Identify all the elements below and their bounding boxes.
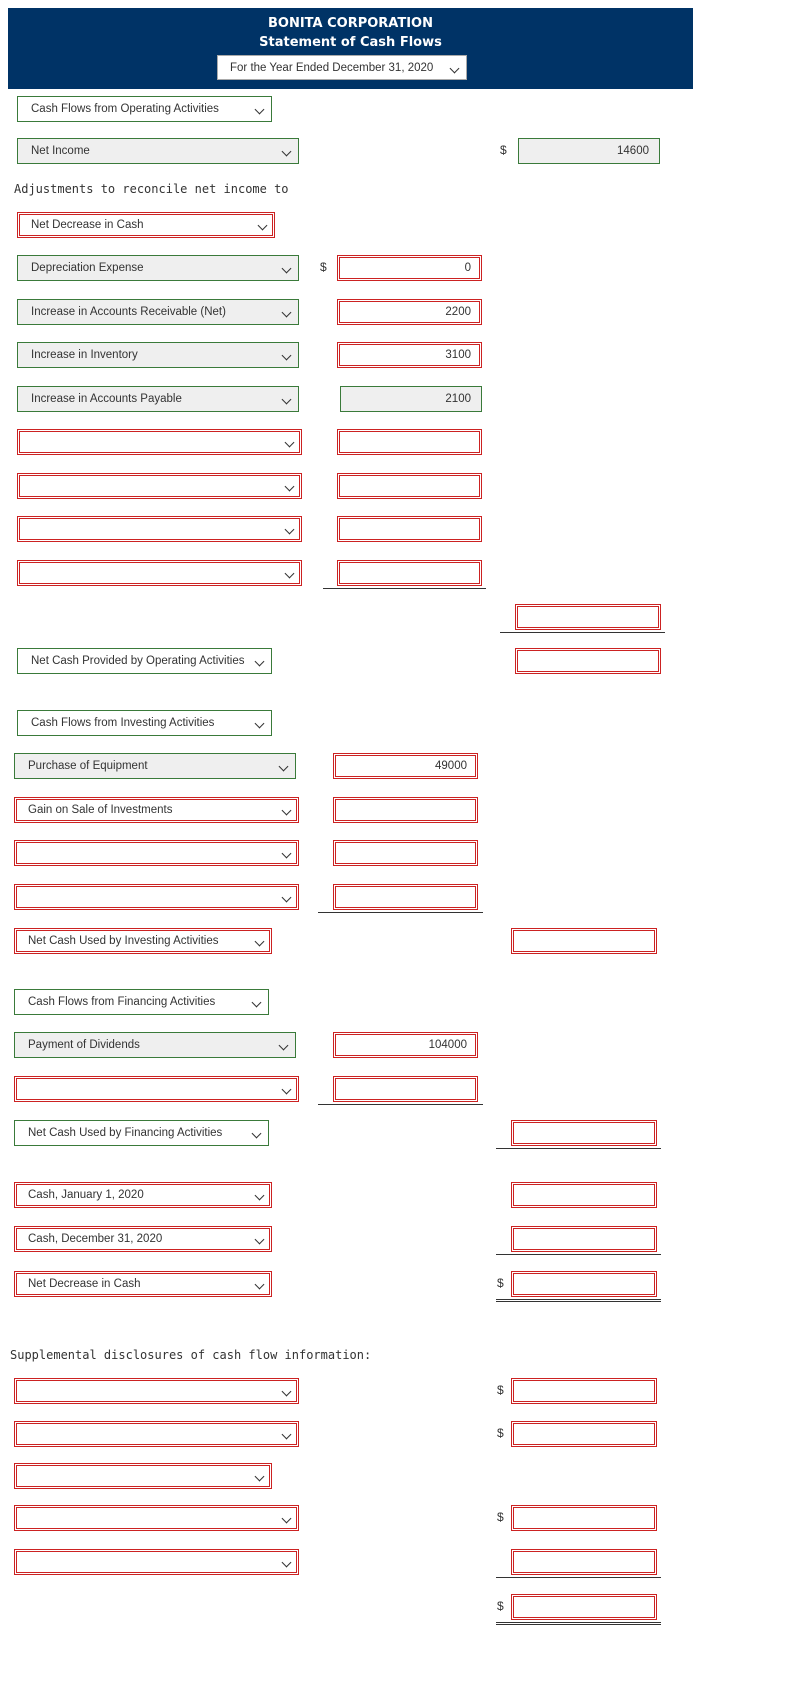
supplemental-input[interactable] <box>511 1421 657 1447</box>
operating-item-select[interactable] <box>17 473 302 499</box>
supplemental-input[interactable] <box>511 1549 657 1575</box>
double-rule-bottom <box>496 1624 661 1625</box>
select-value: Cash Flows from Investing Activities <box>31 717 215 729</box>
operating-item-input[interactable]: 0 <box>337 255 482 281</box>
investing-item-input[interactable] <box>333 884 478 910</box>
operating-item-select[interactable] <box>17 299 299 325</box>
chevron-down-icon <box>282 806 292 816</box>
chevron-down-icon <box>255 657 265 667</box>
cash-dec-input[interactable] <box>511 1226 657 1252</box>
subtotal-rule <box>318 912 483 913</box>
net-change-input[interactable] <box>511 1271 657 1297</box>
chevron-down-icon <box>282 308 292 318</box>
select-value: Payment of Dividends <box>28 1039 140 1051</box>
operating-item-input[interactable] <box>337 429 482 455</box>
financing-item-input[interactable] <box>333 1076 478 1102</box>
cash-jan-input[interactable] <box>511 1182 657 1208</box>
chevron-down-icon <box>279 762 289 772</box>
dollar-sign: $ <box>497 1276 504 1290</box>
select-value: Increase in Accounts Receivable (Net) <box>31 306 226 318</box>
supplemental-select[interactable] <box>14 1421 299 1447</box>
subtotal-rule <box>496 1254 661 1255</box>
operating-item-input[interactable] <box>337 516 482 542</box>
operating-item-input[interactable]: 3100 <box>337 342 482 368</box>
select-value: Net Cash Used by Financing Activities <box>28 1127 223 1139</box>
chevron-down-icon <box>282 264 292 274</box>
chevron-down-icon <box>255 719 265 729</box>
operating-item-input[interactable]: 2100 <box>340 386 482 412</box>
double-rule-top <box>496 1622 661 1623</box>
chevron-down-icon <box>279 1041 289 1051</box>
dollar-sign: $ <box>497 1383 504 1397</box>
select-value: Cash, January 1, 2020 <box>28 1189 144 1201</box>
investing-item-select[interactable] <box>14 753 296 779</box>
dollar-sign: $ <box>497 1426 504 1440</box>
chevron-down-icon <box>255 105 265 115</box>
financing-item-select[interactable] <box>14 1032 296 1058</box>
operating-section-select[interactable] <box>17 96 272 122</box>
investing-item-select[interactable] <box>14 797 299 823</box>
chevron-down-icon <box>252 1129 262 1139</box>
net-income-select[interactable] <box>17 138 299 164</box>
dollar-sign: $ <box>497 1510 504 1524</box>
financing-total-input[interactable] <box>511 1120 657 1146</box>
investing-section-select[interactable] <box>17 710 272 736</box>
chevron-down-icon <box>282 1558 292 1568</box>
select-value: Net Decrease in Cash <box>31 219 144 231</box>
adjustment-select[interactable] <box>17 212 275 238</box>
select-value: Cash Flows from Financing Activities <box>28 996 216 1008</box>
chevron-down-icon <box>252 998 262 1008</box>
operating-item-select[interactable] <box>17 342 299 368</box>
chevron-down-icon <box>282 893 292 903</box>
subtotal-rule <box>500 632 665 633</box>
chevron-down-icon <box>255 1191 265 1201</box>
investing-item-input[interactable]: 49000 <box>333 753 478 779</box>
select-value: Cash, December 31, 2020 <box>28 1233 163 1245</box>
chevron-down-icon <box>282 849 292 859</box>
financing-item-select[interactable] <box>14 1076 299 1102</box>
operating-item-input[interactable]: 2200 <box>337 299 482 325</box>
chevron-down-icon <box>282 1387 292 1397</box>
operating-subtotal-input[interactable] <box>515 604 661 630</box>
select-value: Net Cash Used by Investing Activities <box>28 935 219 947</box>
select-value: Net Decrease in Cash <box>28 1278 141 1290</box>
chevron-down-icon <box>282 1430 292 1440</box>
supplemental-input[interactable] <box>511 1505 657 1531</box>
investing-total-input[interactable] <box>511 928 657 954</box>
supplemental-total-input[interactable] <box>511 1594 657 1620</box>
period-select-value: For the Year Ended December 31, 2020 <box>230 62 434 74</box>
supplemental-select[interactable] <box>14 1505 299 1531</box>
chevron-down-icon <box>282 1085 292 1095</box>
adjustments-label: Adjustments to reconcile net income to <box>14 182 289 196</box>
chevron-down-icon <box>255 937 265 947</box>
chevron-down-icon <box>450 64 460 74</box>
supplemental-select[interactable] <box>14 1549 299 1575</box>
operating-item-select[interactable] <box>17 429 302 455</box>
supplemental-input[interactable] <box>511 1378 657 1404</box>
financing-item-input[interactable]: 104000 <box>333 1032 478 1058</box>
double-rule-top <box>496 1299 661 1300</box>
period-select[interactable] <box>217 55 467 80</box>
investing-item-select[interactable] <box>14 840 299 866</box>
investing-item-input[interactable] <box>333 797 478 823</box>
select-value: Net Cash Provided by Operating Activities <box>31 655 245 667</box>
operating-item-input[interactable] <box>337 560 482 586</box>
chevron-down-icon <box>285 482 295 492</box>
select-value: Purchase of Equipment <box>28 760 148 772</box>
operating-item-input[interactable] <box>337 473 482 499</box>
investing-item-input[interactable] <box>333 840 478 866</box>
chevron-down-icon <box>258 221 268 231</box>
cash-dec-select[interactable] <box>14 1226 272 1252</box>
chevron-down-icon <box>285 569 295 579</box>
financing-section-select[interactable] <box>14 989 269 1015</box>
select-value: Increase in Inventory <box>31 349 138 361</box>
operating-total-input[interactable] <box>515 648 661 674</box>
select-value: Net Income <box>31 145 90 157</box>
company-name: BONITA CORPORATION <box>267 16 433 31</box>
cash-jan-select[interactable] <box>14 1182 272 1208</box>
operating-item-select[interactable] <box>17 516 302 542</box>
investing-item-select[interactable] <box>14 884 299 910</box>
chevron-down-icon <box>285 438 295 448</box>
statement-header <box>8 8 693 89</box>
dollar-sign: $ <box>320 260 327 274</box>
select-value: Depreciation Expense <box>31 262 144 274</box>
operating-item-select[interactable] <box>17 386 299 412</box>
statement-title: Statement of Cash Flows <box>259 35 442 50</box>
supplemental-select[interactable] <box>14 1378 299 1404</box>
chevron-down-icon <box>255 1472 265 1482</box>
select-value: Gain on Sale of Investments <box>28 804 173 816</box>
operating-item-select[interactable] <box>17 255 299 281</box>
subtotal-rule <box>496 1577 661 1578</box>
chevron-down-icon <box>282 351 292 361</box>
dollar-sign: $ <box>500 143 507 157</box>
supplemental-title: Supplemental disclosures of cash flow information: <box>10 1348 372 1362</box>
operating-item-select[interactable] <box>17 560 302 586</box>
investing-total-select[interactable] <box>14 928 272 954</box>
operating-total-select[interactable] <box>17 648 272 674</box>
chevron-down-icon <box>255 1280 265 1290</box>
double-rule-bottom <box>496 1301 661 1302</box>
select-value: Increase in Accounts Payable <box>31 393 182 405</box>
chevron-down-icon <box>282 147 292 157</box>
subtotal-rule <box>496 1148 661 1149</box>
chevron-down-icon <box>255 1235 265 1245</box>
chevron-down-icon <box>285 525 295 535</box>
chevron-down-icon <box>282 395 292 405</box>
select-value: Cash Flows from Operating Activities <box>31 103 219 115</box>
subtotal-rule <box>318 1104 483 1105</box>
net-income-input[interactable]: 14600 <box>518 138 660 164</box>
financing-total-select[interactable] <box>14 1120 269 1146</box>
net-change-select[interactable] <box>14 1271 272 1297</box>
subtotal-rule <box>323 588 486 589</box>
chevron-down-icon <box>282 1514 292 1524</box>
dollar-sign: $ <box>497 1599 504 1613</box>
supplemental-select[interactable] <box>14 1463 272 1489</box>
